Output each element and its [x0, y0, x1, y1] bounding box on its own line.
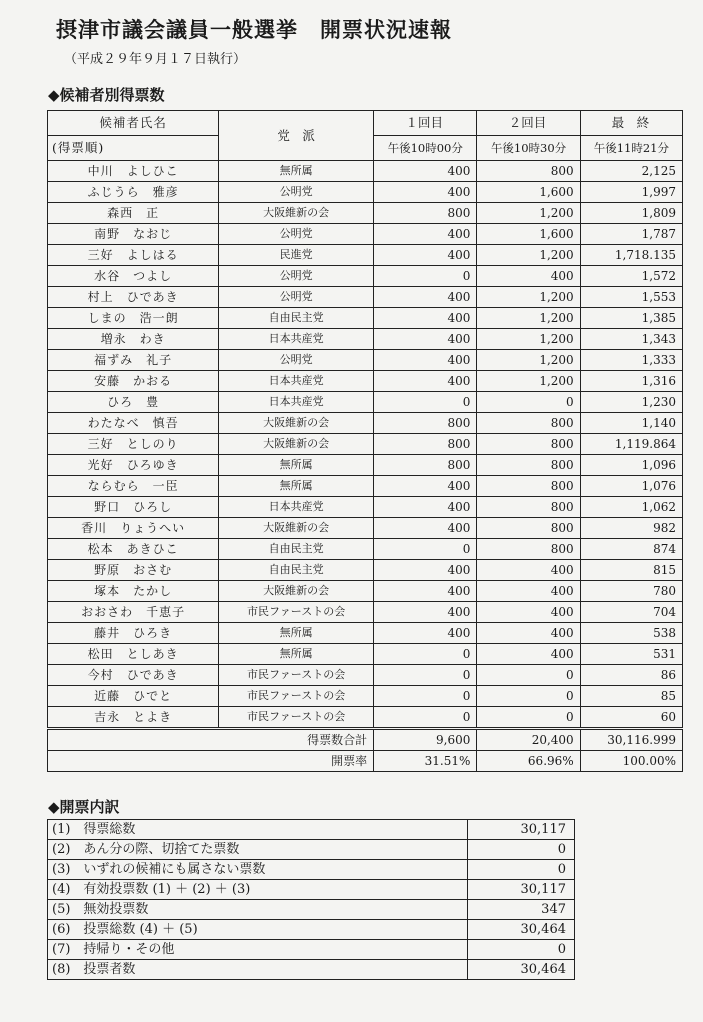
breakdown-row	[48, 920, 575, 940]
candidate-round1: 400	[374, 308, 477, 329]
candidate-final: 1,997	[580, 182, 682, 203]
breakdown-value: 0	[468, 840, 575, 860]
section-heading-breakdown: ◆開票内訳	[48, 798, 120, 816]
candidate-name: 安藤 かおる	[48, 371, 219, 392]
candidate-round2: 400	[477, 602, 580, 623]
candidate-party: 公明党	[219, 287, 374, 308]
candidate-row	[48, 686, 683, 707]
candidate-round1: 400	[374, 497, 477, 518]
candidate-name: 森西 正	[48, 203, 219, 224]
candidate-round1: 0	[374, 707, 477, 729]
candidate-round1: 400	[374, 476, 477, 497]
candidate-party: 市民ファーストの会	[219, 686, 374, 707]
candidate-party: 大阪維新の会	[219, 413, 374, 434]
candidate-name: 中川 よしひこ	[48, 161, 219, 182]
header-round1: １回目	[374, 111, 477, 136]
candidate-round2: 800	[477, 434, 580, 455]
candidate-round1: 400	[374, 224, 477, 245]
candidate-round1: 400	[374, 623, 477, 644]
candidate-name: 塚本 たかし	[48, 581, 219, 602]
candidate-round2: 1,600	[477, 182, 580, 203]
candidate-name: 藤井 ひろき	[48, 623, 219, 644]
candidate-name: 松田 としあき	[48, 644, 219, 665]
candidate-round2: 1,200	[477, 329, 580, 350]
candidate-round2: 400	[477, 266, 580, 287]
page-subtitle: （平成２９年９月１７日執行）	[64, 52, 247, 67]
rate-round1: 31.51%	[374, 751, 477, 772]
candidate-row	[48, 497, 683, 518]
candidate-party: 自由民主党	[219, 560, 374, 581]
breakdown-label: (3) いずれの候補にも属さない票数	[48, 860, 468, 880]
results-table	[47, 110, 683, 772]
breakdown-value: 30,464	[468, 920, 575, 940]
candidate-final: 1,140	[580, 413, 682, 434]
breakdown-row	[48, 820, 575, 840]
candidate-final: 1,062	[580, 497, 682, 518]
candidate-row	[48, 644, 683, 665]
candidate-final: 60	[580, 707, 682, 729]
breakdown-table	[47, 819, 575, 980]
candidate-row	[48, 560, 683, 581]
candidate-row	[48, 224, 683, 245]
header-party: 党 派	[219, 111, 374, 161]
breakdown-row	[48, 960, 575, 980]
candidate-party: 無所属	[219, 623, 374, 644]
candidate-round1: 400	[374, 350, 477, 371]
breakdown-row	[48, 880, 575, 900]
candidate-final: 874	[580, 539, 682, 560]
breakdown-label: (6) 投票総数 (4) ＋ (5)	[48, 920, 468, 940]
candidate-final: 1,316	[580, 371, 682, 392]
candidate-row	[48, 707, 683, 729]
candidate-party: 自由民主党	[219, 308, 374, 329]
breakdown-label: (2) あん分の際、切捨てた票数	[48, 840, 468, 860]
candidate-round1: 400	[374, 581, 477, 602]
candidate-final: 982	[580, 518, 682, 539]
candidate-final: 2,125	[580, 161, 682, 182]
candidate-round1: 800	[374, 203, 477, 224]
candidate-row	[48, 392, 683, 413]
candidate-round1: 400	[374, 518, 477, 539]
candidate-final: 780	[580, 581, 682, 602]
candidate-row	[48, 455, 683, 476]
candidate-party: 大阪維新の会	[219, 434, 374, 455]
candidate-name: しまの 浩一朗	[48, 308, 219, 329]
candidate-final: 538	[580, 623, 682, 644]
candidate-round2: 800	[477, 518, 580, 539]
candidate-party: 市民ファーストの会	[219, 665, 374, 686]
candidate-name: 南野 なおじ	[48, 224, 219, 245]
candidate-round1: 800	[374, 434, 477, 455]
candidate-final: 1,096	[580, 455, 682, 476]
header-round1-time: 午後10時00分	[374, 136, 477, 161]
candidate-round2: 800	[477, 413, 580, 434]
candidate-round1: 400	[374, 245, 477, 266]
candidate-row	[48, 287, 683, 308]
candidate-row	[48, 161, 683, 182]
candidate-name: 光好 ひろゆき	[48, 455, 219, 476]
candidate-final: 1,343	[580, 329, 682, 350]
candidate-row	[48, 371, 683, 392]
candidate-name: 水谷 つよし	[48, 266, 219, 287]
candidate-row	[48, 581, 683, 602]
candidate-round1: 0	[374, 665, 477, 686]
candidate-row	[48, 245, 683, 266]
candidate-round1: 400	[374, 560, 477, 581]
candidate-round2: 800	[477, 455, 580, 476]
candidate-row	[48, 476, 683, 497]
candidate-final: 531	[580, 644, 682, 665]
candidate-row	[48, 182, 683, 203]
candidate-round1: 0	[374, 644, 477, 665]
candidate-round2: 0	[477, 392, 580, 413]
candidate-party: 市民ファーストの会	[219, 707, 374, 729]
rate-final: 100.00%	[580, 751, 682, 772]
candidate-round1: 0	[374, 686, 477, 707]
breakdown-value: 0	[468, 860, 575, 880]
candidate-name: ならむら 一臣	[48, 476, 219, 497]
candidate-final: 704	[580, 602, 682, 623]
candidate-round2: 400	[477, 623, 580, 644]
candidate-round2: 400	[477, 581, 580, 602]
candidate-party: 公明党	[219, 224, 374, 245]
candidate-name: 野原 おさむ	[48, 560, 219, 581]
candidate-name: ひろ 豊	[48, 392, 219, 413]
candidate-name: 野口 ひろし	[48, 497, 219, 518]
candidate-round1: 0	[374, 266, 477, 287]
candidate-round2: 400	[477, 560, 580, 581]
candidate-final: 1,787	[580, 224, 682, 245]
breakdown-value: 30,117	[468, 820, 575, 840]
candidate-name: ふじうら 雅彦	[48, 182, 219, 203]
candidate-final: 1,119.864	[580, 434, 682, 455]
candidate-round1: 400	[374, 329, 477, 350]
candidate-party: 無所属	[219, 644, 374, 665]
section-heading-candidates: ◆候補者別得票数	[48, 86, 165, 104]
candidate-round1: 800	[374, 413, 477, 434]
candidate-final: 815	[580, 560, 682, 581]
candidate-final: 85	[580, 686, 682, 707]
candidate-row	[48, 266, 683, 287]
candidate-name: 松本 あきひこ	[48, 539, 219, 560]
breakdown-label: (8) 投票者数	[48, 960, 468, 980]
candidate-party: 大阪維新の会	[219, 203, 374, 224]
totals-final: 30,116.999	[580, 729, 682, 751]
header-round2: ２回目	[477, 111, 580, 136]
candidate-party: 日本共産党	[219, 371, 374, 392]
candidate-round2: 800	[477, 539, 580, 560]
candidate-round2: 800	[477, 497, 580, 518]
breakdown-label: (5) 無効投票数	[48, 900, 468, 920]
candidate-party: 公明党	[219, 182, 374, 203]
candidate-round2: 1,200	[477, 245, 580, 266]
candidate-row	[48, 413, 683, 434]
totals-label: 得票数合計	[48, 729, 374, 751]
candidate-round2: 1,200	[477, 287, 580, 308]
candidate-round2: 1,200	[477, 203, 580, 224]
candidate-round1: 400	[374, 371, 477, 392]
candidate-final: 1,572	[580, 266, 682, 287]
candidate-round2: 1,200	[477, 350, 580, 371]
header-name-order: (得票順)	[48, 136, 219, 161]
totals-row	[48, 729, 683, 751]
breakdown-row	[48, 860, 575, 880]
candidate-final: 1,809	[580, 203, 682, 224]
candidate-party: 無所属	[219, 161, 374, 182]
candidate-name: 吉永 とよき	[48, 707, 219, 729]
candidate-party: 日本共産党	[219, 497, 374, 518]
candidate-party: 市民ファーストの会	[219, 602, 374, 623]
candidate-final: 1,076	[580, 476, 682, 497]
candidate-round2: 400	[477, 644, 580, 665]
candidate-round2: 0	[477, 707, 580, 729]
header-final: 最 終	[580, 111, 682, 136]
rate-label: 開票率	[48, 751, 374, 772]
candidate-name: 増永 わき	[48, 329, 219, 350]
candidate-party: 日本共産党	[219, 329, 374, 350]
breakdown-row	[48, 900, 575, 920]
header-name: 候補者氏名	[48, 111, 219, 136]
candidate-round2: 800	[477, 476, 580, 497]
candidate-row	[48, 539, 683, 560]
rate-round2: 66.96%	[477, 751, 580, 772]
candidate-round2: 0	[477, 686, 580, 707]
candidate-round2: 1,200	[477, 371, 580, 392]
candidate-final: 1,718.135	[580, 245, 682, 266]
candidate-round1: 400	[374, 161, 477, 182]
candidate-name: わたなべ 慎吾	[48, 413, 219, 434]
candidate-round1: 800	[374, 455, 477, 476]
candidate-row	[48, 623, 683, 644]
candidate-name: 近藤 ひでと	[48, 686, 219, 707]
rate-row	[48, 751, 683, 772]
candidate-name: おおさわ 千恵子	[48, 602, 219, 623]
totals-round1: 9,600	[374, 729, 477, 751]
candidate-round2: 1,200	[477, 308, 580, 329]
candidate-round1: 400	[374, 602, 477, 623]
candidate-row	[48, 518, 683, 539]
candidate-row	[48, 329, 683, 350]
candidate-name: 今村 ひであき	[48, 665, 219, 686]
candidate-name: 福ずみ 礼子	[48, 350, 219, 371]
header-row-top	[48, 111, 683, 136]
candidate-name: 香川 りょうへい	[48, 518, 219, 539]
candidate-final: 86	[580, 665, 682, 686]
header-final-time: 午後11時21分	[580, 136, 682, 161]
candidate-row	[48, 203, 683, 224]
candidate-party: 大阪維新の会	[219, 518, 374, 539]
candidate-round1: 400	[374, 182, 477, 203]
breakdown-value: 30,117	[468, 880, 575, 900]
candidate-round2: 0	[477, 665, 580, 686]
candidate-round2: 1,600	[477, 224, 580, 245]
candidate-row	[48, 665, 683, 686]
candidate-party: 公明党	[219, 350, 374, 371]
breakdown-label: (4) 有効投票数 (1) ＋ (2) ＋ (3)	[48, 880, 468, 900]
candidate-round1: 0	[374, 392, 477, 413]
candidate-final: 1,553	[580, 287, 682, 308]
candidate-party: 無所属	[219, 476, 374, 497]
candidate-party: 公明党	[219, 266, 374, 287]
breakdown-row	[48, 940, 575, 960]
candidate-party: 無所属	[219, 455, 374, 476]
candidate-party: 民進党	[219, 245, 374, 266]
candidate-name: 三好 よしはる	[48, 245, 219, 266]
candidate-name: 村上 ひであき	[48, 287, 219, 308]
breakdown-value: 0	[468, 940, 575, 960]
breakdown-value: 347	[468, 900, 575, 920]
candidate-round2: 800	[477, 161, 580, 182]
candidate-row	[48, 308, 683, 329]
breakdown-label: (7) 持帰り・その他	[48, 940, 468, 960]
candidate-row	[48, 602, 683, 623]
breakdown-label: (1) 得票総数	[48, 820, 468, 840]
candidate-round1: 0	[374, 539, 477, 560]
candidate-row	[48, 350, 683, 371]
candidate-row	[48, 434, 683, 455]
candidate-round1: 400	[374, 287, 477, 308]
candidate-name: 三好 としのり	[48, 434, 219, 455]
candidate-final: 1,385	[580, 308, 682, 329]
breakdown-row	[48, 840, 575, 860]
header-round2-time: 午後10時30分	[477, 136, 580, 161]
candidate-final: 1,230	[580, 392, 682, 413]
breakdown-value: 30,464	[468, 960, 575, 980]
candidate-final: 1,333	[580, 350, 682, 371]
candidate-party: 日本共産党	[219, 392, 374, 413]
candidate-party: 自由民主党	[219, 539, 374, 560]
page-title: 摂津市議会議員一般選挙 開票状況速報	[56, 18, 452, 42]
candidate-party: 大阪維新の会	[219, 581, 374, 602]
totals-round2: 20,400	[477, 729, 580, 751]
